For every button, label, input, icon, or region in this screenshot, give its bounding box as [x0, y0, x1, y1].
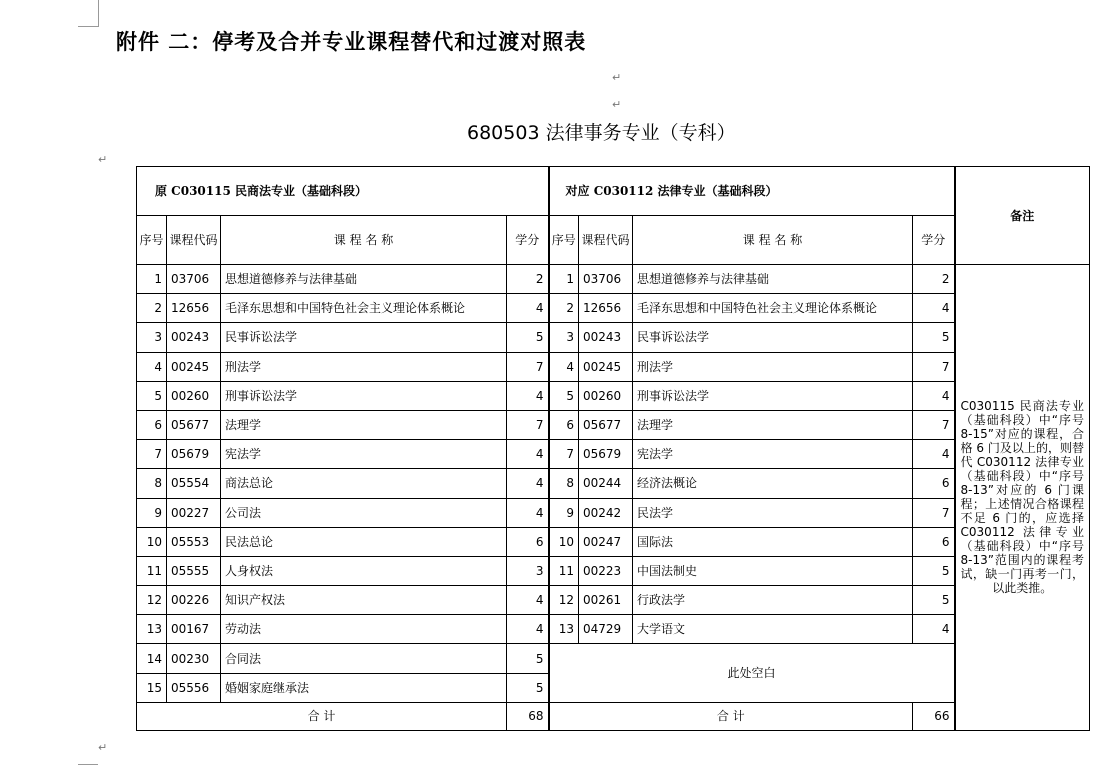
left-section-header: 原 C030115 民商法专业（基础科段）: [137, 167, 549, 216]
left-code-cell: 00227: [167, 498, 221, 527]
paragraph-mark: ↵: [612, 98, 622, 111]
right-code-cell: 00260: [579, 381, 633, 410]
left-code-cell: 05554: [167, 469, 221, 498]
col-name-header: 课 程 名 称: [633, 216, 913, 265]
right-credit-cell: 4: [913, 615, 955, 644]
left-seq-cell: 9: [137, 498, 167, 527]
document-subtitle: 680503 法律事务专业（专科）: [467, 122, 736, 144]
right-code-cell: 00245: [579, 352, 633, 381]
left-seq-cell: 12: [137, 586, 167, 615]
right-seq-cell: 11: [549, 556, 579, 585]
right-name-cell: 刑法学: [633, 352, 913, 381]
left-credit-cell: 2: [507, 265, 549, 294]
left-name-cell: 刑事诉讼法学: [221, 381, 507, 410]
left-credit-cell: 4: [507, 469, 549, 498]
col-credit-header: 学分: [507, 216, 549, 265]
left-name-cell: 思想道德修养与法律基础: [221, 265, 507, 294]
left-code-cell: 05553: [167, 527, 221, 556]
left-code-cell: 00243: [167, 323, 221, 352]
table-row: [137, 527, 1090, 556]
left-code-cell: 00226: [167, 586, 221, 615]
left-code-cell: 05679: [167, 440, 221, 469]
left-credit-cell: 5: [507, 673, 549, 702]
col-seq-header: 序号: [137, 216, 167, 265]
right-name-cell: 法理学: [633, 410, 913, 439]
right-credit-cell: 6: [913, 469, 955, 498]
left-name-cell: 婚姻家庭继承法: [221, 673, 507, 702]
right-code-cell: 00223: [579, 556, 633, 585]
right-seq-cell: 7: [549, 440, 579, 469]
right-name-cell: 行政法学: [633, 586, 913, 615]
left-seq-cell: 11: [137, 556, 167, 585]
table-row: [137, 294, 1090, 323]
left-seq-cell: 10: [137, 527, 167, 556]
right-code-cell: 12656: [579, 294, 633, 323]
left-code-cell: 05556: [167, 673, 221, 702]
right-seq-cell: 2: [549, 294, 579, 323]
left-name-cell: 人身权法: [221, 556, 507, 585]
blank-area-cell: 此处空白: [549, 644, 955, 702]
left-credit-cell: 5: [507, 644, 549, 673]
col-credit-header: 学分: [913, 216, 955, 265]
left-credit-cell: 4: [507, 440, 549, 469]
right-credit-cell: 7: [913, 410, 955, 439]
right-name-cell: 中国法制史: [633, 556, 913, 585]
right-seq-cell: 4: [549, 352, 579, 381]
left-seq-cell: 1: [137, 265, 167, 294]
left-seq-cell: 3: [137, 323, 167, 352]
right-credit-cell: 5: [913, 556, 955, 585]
course-mapping-table: [136, 166, 1090, 731]
left-code-cell: 00167: [167, 615, 221, 644]
left-seq-cell: 8: [137, 469, 167, 498]
table-row: [137, 644, 1090, 673]
left-code-cell: 05555: [167, 556, 221, 585]
left-name-cell: 公司法: [221, 498, 507, 527]
left-credit-cell: 4: [507, 294, 549, 323]
left-name-cell: 刑法学: [221, 352, 507, 381]
left-credit-cell: 3: [507, 556, 549, 585]
right-credit-cell: 7: [913, 498, 955, 527]
table-row: [137, 323, 1090, 352]
right-seq-cell: 12: [549, 586, 579, 615]
table-row: [137, 410, 1090, 439]
right-total-value: 66: [913, 702, 955, 730]
right-section-header: 对应 C030112 法律专业（基础科段）: [549, 167, 955, 216]
left-seq-cell: 15: [137, 673, 167, 702]
document-title: 附件 二：停考及合并专业课程替代和过渡对照表: [116, 29, 587, 54]
left-total-value: 68: [507, 702, 549, 730]
right-credit-cell: 6: [913, 527, 955, 556]
right-name-cell: 宪法学: [633, 440, 913, 469]
table-row: [137, 556, 1090, 585]
left-credit-cell: 7: [507, 410, 549, 439]
right-name-cell: 民法学: [633, 498, 913, 527]
left-credit-cell: 4: [507, 615, 549, 644]
right-credit-cell: 5: [913, 323, 955, 352]
table-row: [137, 615, 1090, 644]
left-credit-cell: 7: [507, 352, 549, 381]
right-name-cell: 大学语文: [633, 615, 913, 644]
left-code-cell: 00245: [167, 352, 221, 381]
right-name-cell: 国际法: [633, 527, 913, 556]
crop-mark-top-left: [78, 0, 99, 27]
right-seq-cell: 1: [549, 265, 579, 294]
left-name-cell: 合同法: [221, 644, 507, 673]
right-name-cell: 刑事诉讼法学: [633, 381, 913, 410]
left-name-cell: 商法总论: [221, 469, 507, 498]
col-code-header: 课程代码: [167, 216, 221, 265]
right-credit-cell: 4: [913, 381, 955, 410]
left-name-cell: 宪法学: [221, 440, 507, 469]
right-seq-cell: 3: [549, 323, 579, 352]
left-seq-cell: 4: [137, 352, 167, 381]
paragraph-mark: ↵: [98, 741, 108, 754]
left-code-cell: 00230: [167, 644, 221, 673]
left-seq-cell: 14: [137, 644, 167, 673]
right-seq-cell: 9: [549, 498, 579, 527]
col-name-header: 课 程 名 称: [221, 216, 507, 265]
left-credit-cell: 4: [507, 498, 549, 527]
total-row: [137, 702, 1090, 730]
right-code-cell: 00247: [579, 527, 633, 556]
table-row: [137, 469, 1090, 498]
left-seq-cell: 2: [137, 294, 167, 323]
right-credit-cell: 5: [913, 586, 955, 615]
left-seq-cell: 13: [137, 615, 167, 644]
paragraph-mark: ↵: [612, 71, 622, 84]
left-seq-cell: 7: [137, 440, 167, 469]
right-name-cell: 思想道德修养与法律基础: [633, 265, 913, 294]
left-code-cell: 12656: [167, 294, 221, 323]
left-name-cell: 民法总论: [221, 527, 507, 556]
left-credit-cell: 5: [507, 323, 549, 352]
right-seq-cell: 10: [549, 527, 579, 556]
paragraph-mark: ↵: [98, 153, 108, 166]
left-code-cell: 00260: [167, 381, 221, 410]
left-code-cell: 05677: [167, 410, 221, 439]
remark-header: 备注: [955, 167, 1090, 265]
table-row: [137, 586, 1090, 615]
table-row: [137, 265, 1090, 294]
table-row: [137, 498, 1090, 527]
right-name-cell: 毛泽东思想和中国特色社会主义理论体系概论: [633, 294, 913, 323]
left-code-cell: 03706: [167, 265, 221, 294]
remark-text: C030115 民商法专业（基础科段）中“序号 8-15”对应的课程，合格 6 门及以上的，则替代 C030112 法律专业（基础科段）中“序号 8-13”对应的 6 门课程；上述情况合格课程不足 6 门的，应选择 C030112 法律专业（基础科段）中“序号 8-13”范围内的课程考试，缺一门再考一门，以此类推。: [955, 265, 1090, 731]
crop-mark-bottom-left: [78, 764, 98, 766]
col-code-header: 课程代码: [579, 216, 633, 265]
right-code-cell: 04729: [579, 615, 633, 644]
right-code-cell: 05679: [579, 440, 633, 469]
left-credit-cell: 4: [507, 586, 549, 615]
right-code-cell: 05677: [579, 410, 633, 439]
right-name-cell: 经济法概论: [633, 469, 913, 498]
left-name-cell: 知识产权法: [221, 586, 507, 615]
right-name-cell: 民事诉讼法学: [633, 323, 913, 352]
right-credit-cell: 4: [913, 440, 955, 469]
right-code-cell: 00261: [579, 586, 633, 615]
left-name-cell: 毛泽东思想和中国特色社会主义理论体系概论: [221, 294, 507, 323]
left-credit-cell: 4: [507, 381, 549, 410]
right-code-cell: 03706: [579, 265, 633, 294]
left-name-cell: 劳动法: [221, 615, 507, 644]
table-row: [137, 440, 1090, 469]
right-code-cell: 00244: [579, 469, 633, 498]
left-total-label: 合 计: [137, 702, 507, 730]
left-seq-cell: 6: [137, 410, 167, 439]
left-name-cell: 民事诉讼法学: [221, 323, 507, 352]
right-credit-cell: 4: [913, 294, 955, 323]
right-seq-cell: 5: [549, 381, 579, 410]
table-row: [137, 352, 1090, 381]
table-row: [137, 381, 1090, 410]
right-credit-cell: 7: [913, 352, 955, 381]
col-seq-header: 序号: [549, 216, 579, 265]
right-seq-cell: 13: [549, 615, 579, 644]
right-seq-cell: 8: [549, 469, 579, 498]
right-total-label: 合 计: [549, 702, 913, 730]
right-credit-cell: 2: [913, 265, 955, 294]
right-code-cell: 00243: [579, 323, 633, 352]
left-credit-cell: 6: [507, 527, 549, 556]
right-seq-cell: 6: [549, 410, 579, 439]
left-name-cell: 法理学: [221, 410, 507, 439]
left-seq-cell: 5: [137, 381, 167, 410]
right-code-cell: 00242: [579, 498, 633, 527]
